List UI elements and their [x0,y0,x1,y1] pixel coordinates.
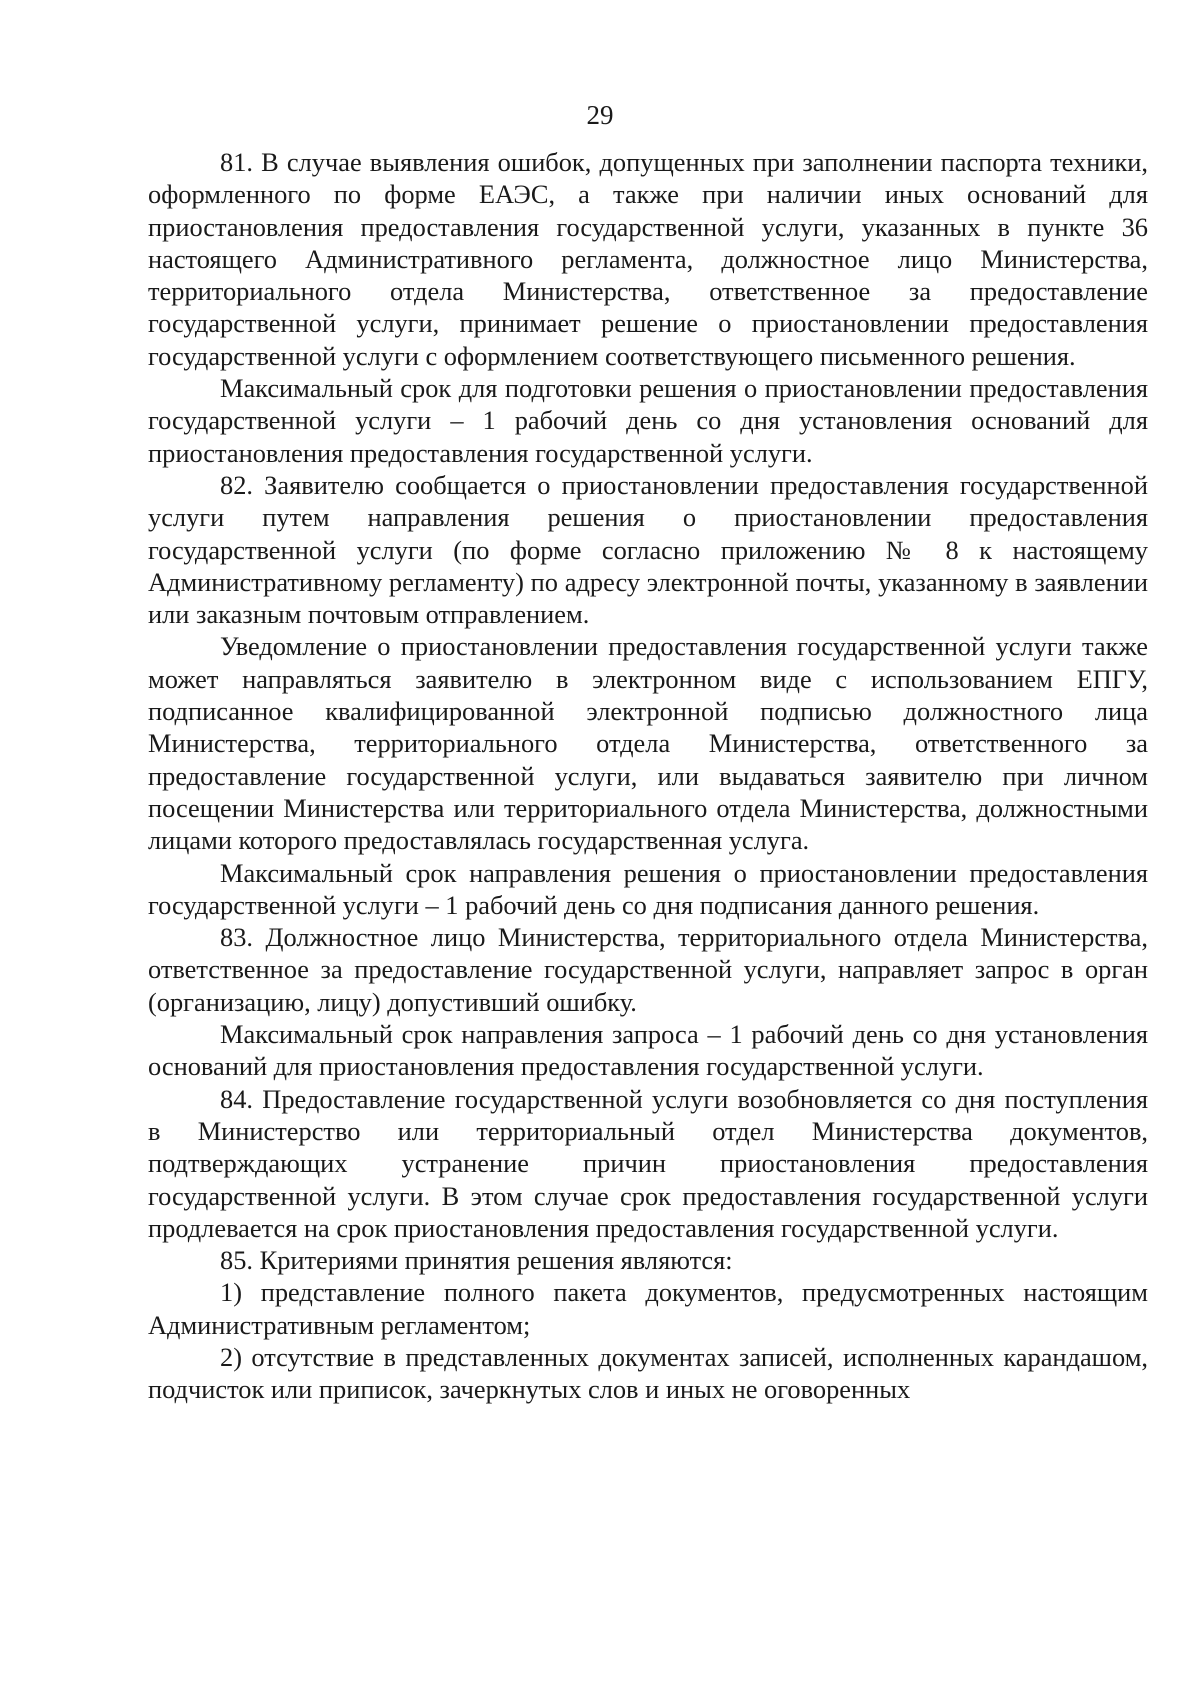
page-number: 29 [586,100,614,130]
paragraph-85: 85. Критериями принятия решения являются: [220,1245,733,1276]
paragraph-84: 84. Предоставление государственной услуги возобновляется со дня поступления в Министерство или территориальный отдел Министерства документов, подтверждающих устранение причин приостановления предоставления государственной услуги. В этом случае срок предоставления государственной услуги продлевается на срок приостановления предоставления государственной услуги. [148,1083,1148,1243]
paragraph-82-notification: Уведомление о приостановлении предоставления государственной услуги также может направляться заявителю в электронном виде с использованием ЕПГУ, подписанное квалифицированной электронной подписью должностного лица Министерства, территориального отдела Министерства, ответственного за предоставление государственной услуги, или выдаваться заявителю при личном посещении Министерства или территориального отдела Министерства, должностными лицами которого предоставлялась государственная услуга. [148,631,1148,856]
paragraph-83: 83. Должностное лицо Министерства, территориального отдела Министерства, ответственное за предоставление государственной услуги, направляет запрос в орган (организацию, лицу) допустивший ошибку. [148,922,1148,1017]
paragraph-82: 82. Заявителю сообщается о приостановлении предоставления государственной услуги путем направления решения о приостановлении предоставления государственной услуги (по форме согласно приложению № 8 к настоящему Административному регламенту) по адресу электронной почты, указанному в заявлении или заказным почтовым отправлением. [148,469,1148,630]
paragraph-81-deadline: Максимальный срок для подготовки решения о приостановлении предоставления государственной услуги – 1 рабочий день со дня установления оснований для приостановления предоставления государственной услуги. [148,373,1148,468]
criteria-item-2: 2) отсутствие в представленных документах записей, исполненных карандашом, подчисток или приписок, зачеркнутых слов и иных не оговоренных [148,1341,1148,1405]
document-body [148,146,1148,1406]
paragraph-81: 81. В случае выявления ошибок, допущенных при заполнении паспорта техники, оформленного по форме ЕАЭС, а также при наличии иных оснований для приостановления предоставления государственной услуги, указанных в пункте 36 настоящего Административного регламента, должностное лицо Министерства, территориального отдела Министерства, ответственное за предоставление государственной услуги, принимает решение о приостановлении предоставления государственной услуги с оформлением соответствующего письменного решения. [148,147,1148,371]
criteria-item-1: 1) представление полного пакета документов, предусмотренных настоящим Административным регламентом; [148,1277,1148,1340]
paragraph-83-deadline: Максимальный срок направления запроса – 1 рабочий день со дня установления оснований для приостановления предоставления государственной услуги. [148,1019,1148,1082]
paragraph-82-deadline: Максимальный срок направления решения о приостановлении предоставления государственной услуги – 1 рабочий день со дня подписания данного решения. [148,857,1148,920]
